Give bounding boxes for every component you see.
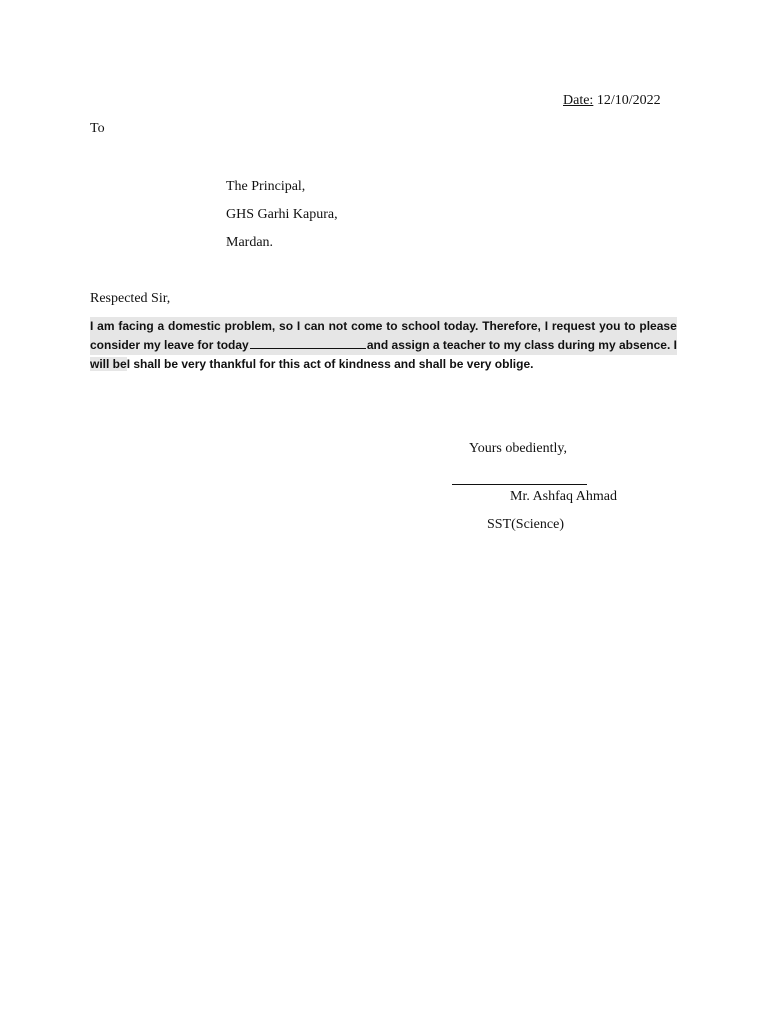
body-line-2-start: consider my leave for today bbox=[90, 338, 249, 352]
recipient-line-2: GHS Garhi Kapura, bbox=[226, 207, 338, 222]
body-word: I bbox=[90, 319, 94, 333]
body-word: not bbox=[328, 319, 348, 333]
date-line bbox=[563, 93, 661, 109]
body-word: come bbox=[351, 319, 383, 333]
body-line-1 bbox=[90, 317, 677, 336]
body-word: facing bbox=[118, 319, 154, 333]
body-word: you bbox=[599, 319, 621, 333]
letter-body bbox=[90, 317, 677, 374]
closing: Yours obediently, bbox=[469, 441, 568, 456]
salutation: Respected Sir, bbox=[90, 291, 171, 306]
signature-line bbox=[452, 484, 587, 485]
body-word: to bbox=[624, 319, 636, 333]
body-word: I bbox=[544, 319, 549, 333]
body-word: today. bbox=[443, 319, 479, 333]
recipient-line-1: The Principal, bbox=[226, 179, 306, 194]
body-word: so bbox=[279, 319, 294, 333]
body-line-2-end: and assign a teacher to my class during my absence. I bbox=[366, 338, 677, 352]
body-word: can bbox=[304, 319, 325, 333]
body-word: please bbox=[639, 319, 677, 333]
body-word: am bbox=[97, 319, 115, 333]
body-word: request bbox=[551, 319, 596, 333]
body-line-3-highlight: will be bbox=[90, 357, 127, 371]
body-word: problem, bbox=[224, 319, 276, 333]
body-word: domestic bbox=[168, 319, 221, 333]
date-value: 12/10/2022 bbox=[596, 93, 661, 108]
recipient-line-3: Mardan. bbox=[226, 235, 274, 250]
date-blank-field bbox=[250, 336, 366, 349]
body-word: a bbox=[157, 319, 165, 333]
body-word: school bbox=[401, 319, 441, 333]
body-word: I bbox=[296, 319, 301, 333]
date-label: Date: bbox=[563, 93, 594, 108]
body-line-2 bbox=[90, 336, 677, 355]
sender-name: Mr. Ashfaq Ahmad bbox=[510, 489, 617, 504]
body-word: Therefore, bbox=[482, 319, 541, 333]
sender-title: SST(Science) bbox=[487, 517, 564, 532]
body-word: to bbox=[386, 319, 398, 333]
body-line-3 bbox=[90, 355, 677, 374]
body-line-3-rest: I shall be very thankful for this act of kindness and shall be very oblige. bbox=[126, 357, 534, 371]
to-label: To bbox=[90, 121, 105, 136]
